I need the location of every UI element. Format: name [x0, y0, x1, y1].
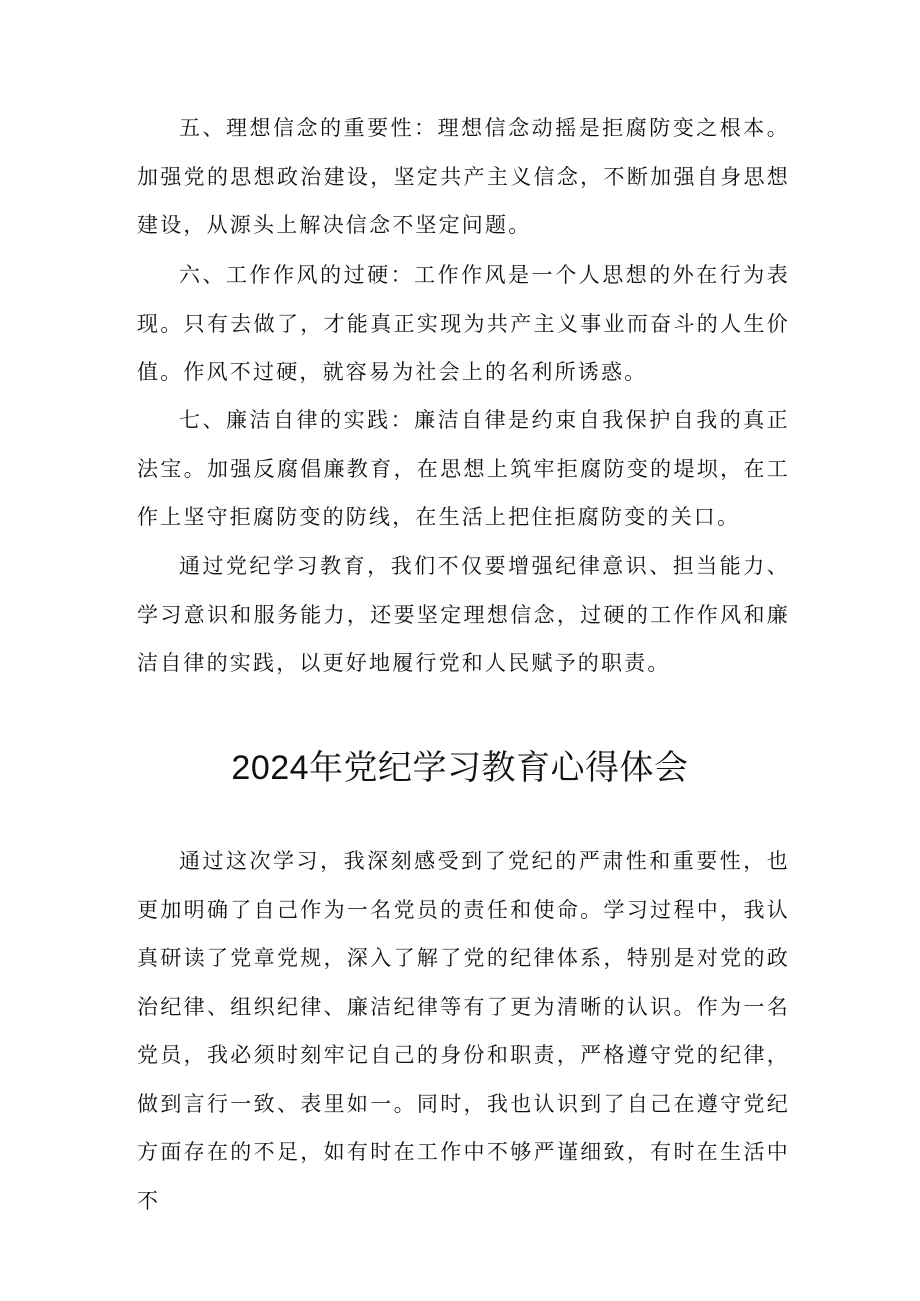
paragraph-study-reflection: 通过这次学习，我深刻感受到了党纪的严肃性和重要性，也更加明确了自己作为一名党员的责任和使命。学习过程中，我认真研读了党章党规，深入了解了党的纪律体系，特别是对党的政治纪律、组织纪律、廉洁纪律等有了更为清晰的认识。作为一名党员，我必须时刻牢记自己的身份和职责，严格遵守党的纪律，做到言行一致、表里如一。同时，我也认识到了自己在遵守党纪方面存在的不足，如有时在工作中不够严谨细致，有时在生活中不: [137, 849, 790, 1213]
paragraph-conclusion: 通过党纪学习教育，我们不仅要增强纪律意识、担当能力、学习意识和服务能力，还要坚定理想信念，过硬的工作作风和廉洁自律的实践，以更好地履行党和人民赋予的职责。: [137, 554, 790, 675]
paragraph-integrity-practice: 七、廉洁自律的实践：廉洁自律是约束自我保护自我的真正法宝。加强反腐倡廉教育，在思想上筑牢拒腐防变的堤坝，在工作上坚守拒腐防变的防线，在生活上把住拒腐防变的关口。: [137, 408, 790, 529]
paragraph-ideals-and-beliefs: 五、理想信念的重要性：理想信念动摇是拒腐防变之根本。加强党的思想政治建设，坚定共产主义信念，不断加强自身思想建设，从源头上解决信念不坚定问题。: [137, 116, 790, 237]
document-title: 2024年党纪学习教育心得体会: [231, 749, 689, 787]
paragraph-work-style: 六、工作作风的过硬：工作作风是一个人思想的外在行为表现。只有去做了，才能真正实现为共产主义事业而奋斗的人生价值。作风不过硬，就容易为社会上的名利所诱惑。: [137, 263, 790, 384]
